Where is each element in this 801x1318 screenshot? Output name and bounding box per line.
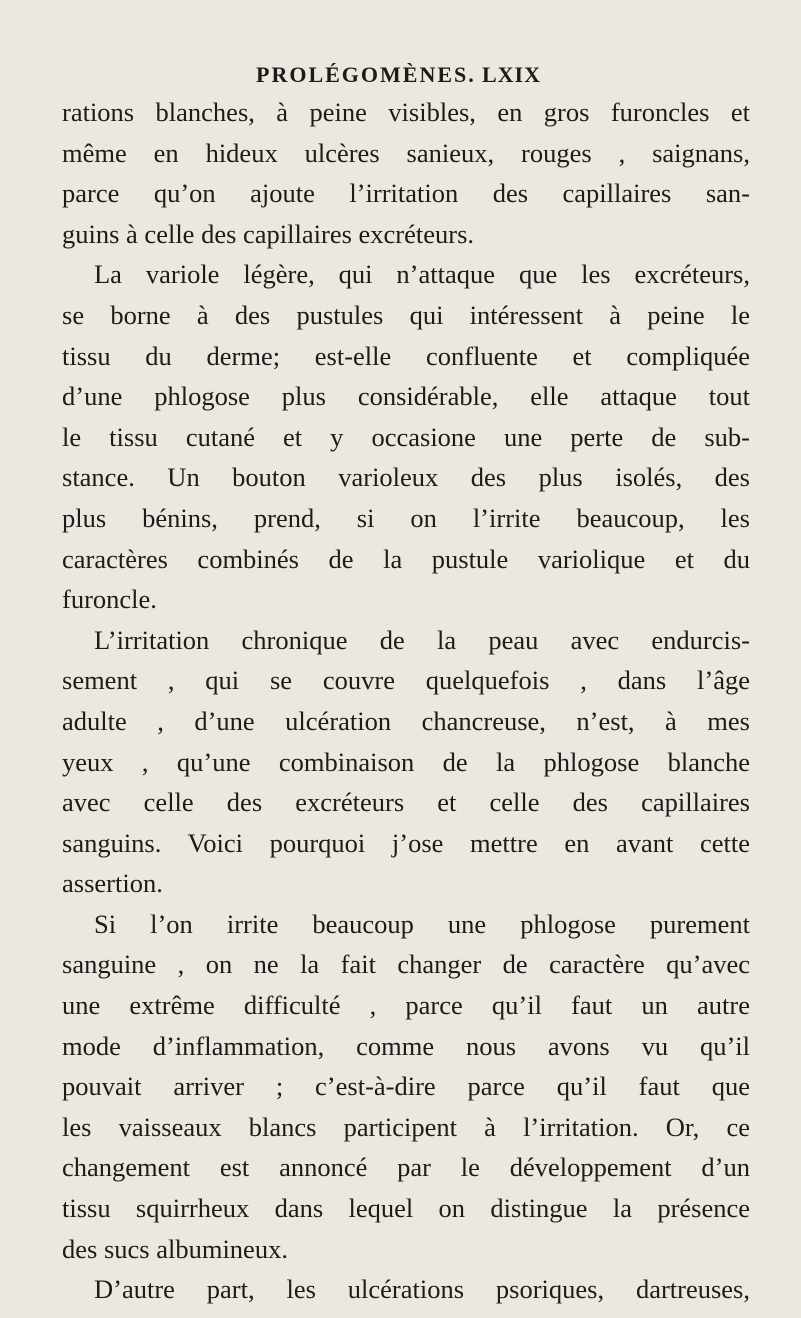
text-line: sanguins. Voici pourquoi j’ose mettre en avant cette xyxy=(62,827,750,858)
text-line: les vaisseaux blancs participent à l’irritation. Or, ce xyxy=(62,1111,750,1142)
text-line: stance. Un bouton varioleux des plus isolés, des xyxy=(62,462,750,493)
text-line: rations blanches, à peine visibles, en gros furoncles et xyxy=(62,97,750,127)
text-line: d’une phlogose plus considérable, elle attaque tout xyxy=(62,381,750,412)
text-line: une extrême difficulté , parce qu’il faut un autre xyxy=(62,990,750,1021)
text-line: tissu du derme; est-elle confluente et compliquée xyxy=(62,340,750,371)
text-line: yeux , qu’une combinaison de la phlogose blanche xyxy=(62,746,750,777)
running-title: PROLÉGOMÈNES. xyxy=(256,62,476,87)
text-line: mode d’inflammation, comme nous avons vu qu’il xyxy=(62,1030,750,1061)
text-line: même en hideux ulcères sanieux, rouges , saignans, xyxy=(62,137,750,168)
text-line: pouvait arriver ; c’est-à-dire parce qu’il faut que xyxy=(62,1071,750,1102)
text-line: se borne à des pustules qui intéressent à peine le xyxy=(62,299,750,330)
text-line: des sucs albumineux. xyxy=(62,1233,288,1264)
page-number: LXIX xyxy=(482,62,542,87)
text-line: furoncle. xyxy=(62,584,157,615)
text-line: le tissu cutané et y occasione une perte de sub- xyxy=(62,421,750,452)
body-text xyxy=(62,92,750,1310)
running-header xyxy=(256,62,556,92)
text-line: assertion. xyxy=(62,868,163,899)
paragraph-start-line: Si l’on irrite beaucoup une phlogose purement xyxy=(94,908,750,939)
text-line: changement est annoncé par le développement d’un xyxy=(62,1152,750,1183)
text-line: sanguine , on ne la fait changer de caractère qu’avec xyxy=(62,949,750,980)
text-line: avec celle des excréteurs et celle des capillaires xyxy=(62,787,750,818)
text-line: parce qu’on ajoute l’irritation des capillaires san- xyxy=(62,178,750,209)
text-line: guins à celle des capillaires excréteurs. xyxy=(62,218,475,249)
text-line: tissu squirrheux dans lequel on distingue la présence xyxy=(62,1193,750,1224)
text-line: adulte , d’une ulcération chancreuse, n’est, à mes xyxy=(62,705,750,736)
text-line: sement , qui se couvre quelquefois , dans l’âge xyxy=(62,665,750,696)
paragraph-start-line: La variole légère, qui n’attaque que les excréteurs, xyxy=(94,259,750,290)
text-line: caractères combinés de la pustule variolique et du xyxy=(62,543,750,574)
paragraph-start-line: L’irritation chronique de la peau avec endurcis- xyxy=(94,624,750,655)
paragraph-start-line: D’autre part, les ulcérations psoriques, dartreuses, xyxy=(94,1274,750,1305)
text-line: plus bénins, prend, si on l’irrite beaucoup, les xyxy=(62,502,750,533)
